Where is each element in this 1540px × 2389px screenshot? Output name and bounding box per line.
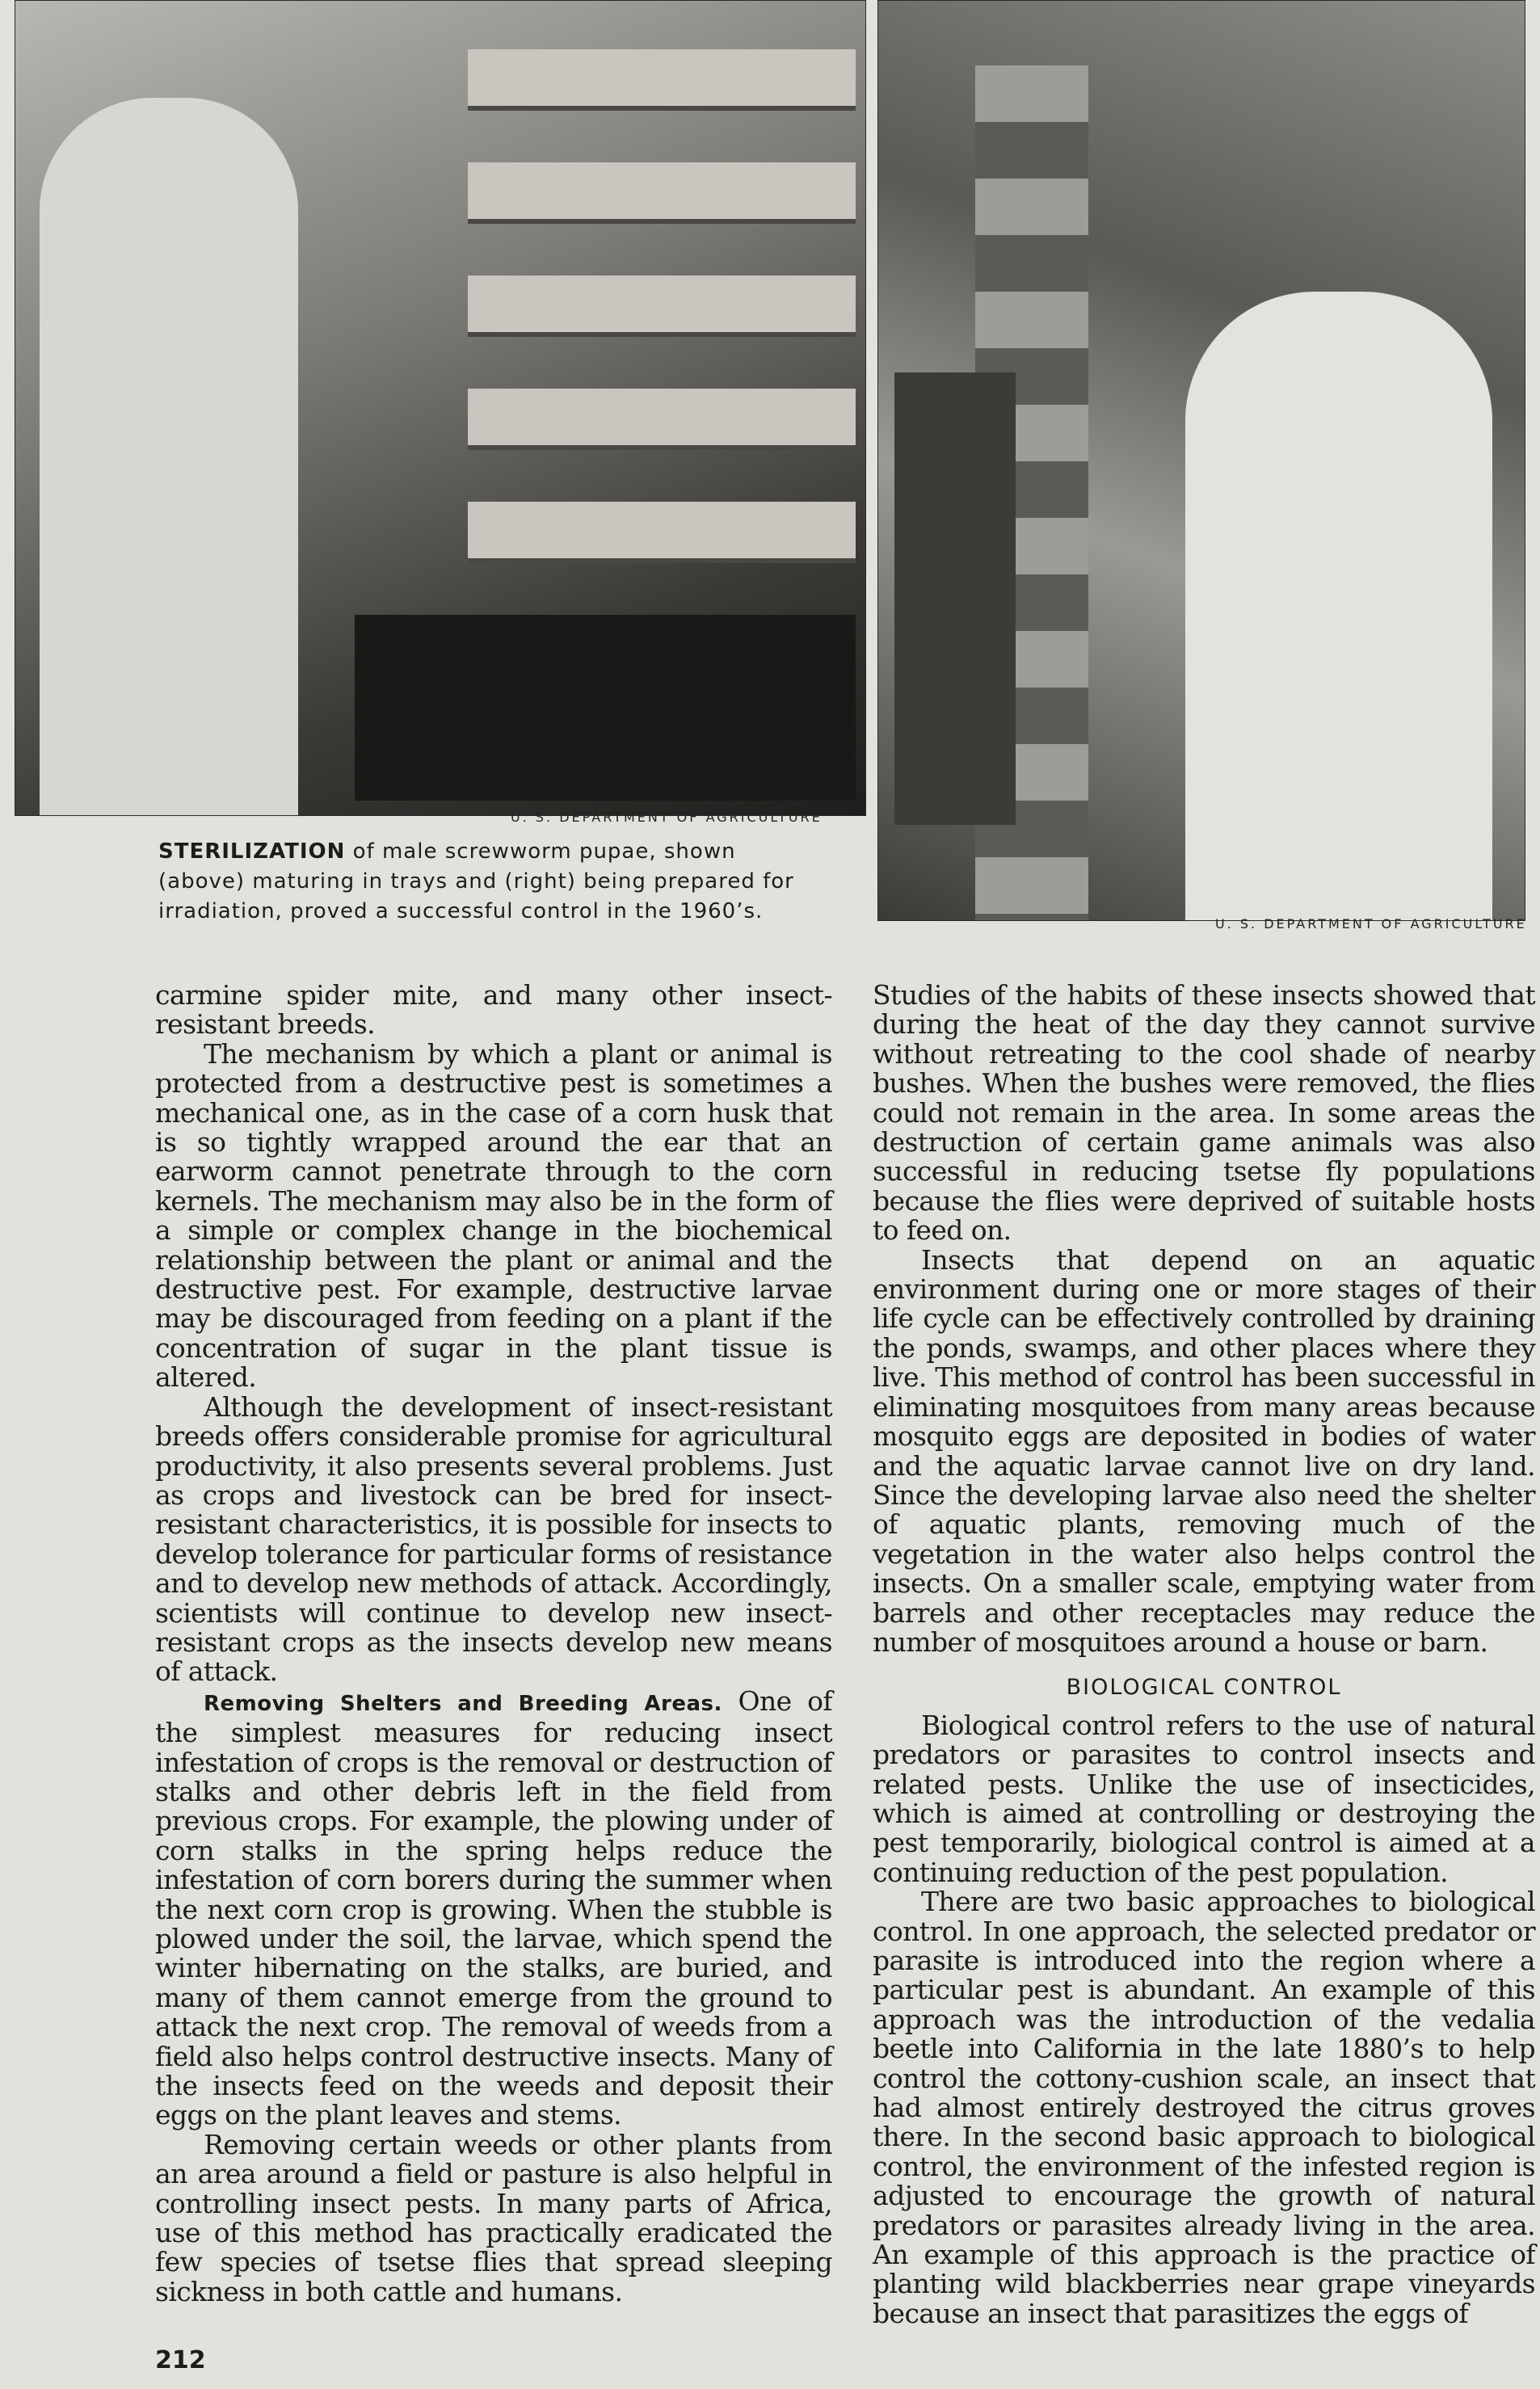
paragraph: Removing certain weeds or other plants from an area around a field or pasture is also helpful in controlling insect pests. In many parts of Africa, use of this method has practically eradicated the few species of tsetse flies that spread sleeping sickness in both cattle and humans. — [155, 2128, 832, 2307]
paragraph: Although the development of insect-resistant breeds offers considerable promise for agricultural productivity, it also presents several problems. Just as crops and livestock can be bred for insect-resistant characteristics, it is possible for insects to develop tolerance for particular forms of resistance and to develop new methods of attack. Accordingly, scientists will continue to develop new insect-resistant crops as the insects develop new means of attack. — [155, 1390, 832, 1688]
photo-credit-right: U. S. DEPARTMENT OF AGRICULTURE — [1215, 916, 1527, 932]
pupae-tray — [355, 615, 856, 801]
paragraph: The mechanism by which a plant or animal is protected from a destructive pest is sometimes a mechanical one, as in the case of a corn husk that is so tightly wrapped around the ear that an earworm cannot penetrate through to the corn kernels. The mechanism may also be in the form of a simple or complex change in the biochemical relationship between the plant or animal and the destructive pest. For example, destructive larvae may be discouraged from feeding on a plant if the concentration of sugar in the plant tissue is altered. — [155, 1037, 832, 1394]
paragraph: Insects that depend on an aquatic environment during one or more stages of their life cycle can be effectively controlled by draining the ponds, swamps, and other places where they live. This method of control has been successful in eliminating mosquitoes from many areas because mosquito eggs are deposited in bodies of water and the aquatic larvae cannot live on dry land. Since the developing larvae also need the shelter of aquatic plants, removing much of the vegetation in the water also helps control the insects. On a smaller scale, emptying water from barrels and other receptacles may reduce the number of mosquitoes around a house or barn. — [873, 1243, 1535, 1658]
paragraph-body: One of the simplest measures for reducing insect infestation of crops is the removal or destruction of stalks and other debris left in the field from previous crops. For example, the plowing under of corn stalks in the spring helps reduce the infestation of corn borers during the summer when the next corn crop is growing. When the stubble is plowed under the soil, the larvae, which spend the winter hibernating on the stalks, are buried, and many of them cannot emerge from the ground to attack the next crop. The removal of weeds from a field also helps control destructive insects. Many of the insects feed on the weeds and deposit their eggs on the plant leaves and stems. — [155, 1684, 832, 2131]
paragraph: Biological control refers to the use of natural predators or parasites to control insects and related pests. Unlike the use of insecticides, which is aimed at controlling or destroying the pest temporarily, biological control is aimed at a continuing reduction of the pest population. — [873, 1709, 1535, 1888]
page-number: 212 — [155, 2346, 206, 2374]
paragraph-shelters — [155, 1684, 832, 2131]
tray-shelf — [468, 49, 856, 111]
photo-irradiation — [877, 0, 1525, 921]
section-heading: BIOLOGICAL CONTROL — [1066, 1675, 1342, 1701]
control-panel — [894, 372, 1016, 825]
paragraph: carmine spider mite, and many other insect-resistant breeds. — [155, 979, 832, 1041]
photo-credit-left: U. S. DEPARTMENT OF AGRICULTURE — [511, 810, 823, 825]
left-column — [155, 981, 832, 2307]
tray-shelf — [468, 502, 856, 563]
runin-heading: Removing Shelters and Breeding Areas. — [204, 1691, 722, 1716]
worker-figure — [40, 98, 298, 815]
caption-lead: STERILIZATION — [158, 839, 346, 864]
right-column — [873, 981, 1535, 2328]
caption-text: of male screwworm pupae, shown (above) maturing in trays and (right) being prepared for irradiation, proved a successful control in the 1960’s. — [158, 839, 794, 923]
paragraph: Studies of the habits of these insects showed that during the heat of the day they cannot survive without retreating to the cool shade of nearby bushes. When the bushes were removed, the flies could not remain in the area. In some areas the destruction of certain game animals was also successful in reducing tsetse fly populations because the flies were deprived of suitable hosts to feed on. — [873, 979, 1535, 1247]
photo-caption — [158, 837, 827, 927]
tray-shelf — [468, 162, 856, 224]
paragraph: There are two basic approaches to biological control. In one approach, the selected predator or parasite is introduced into the region where a particular pest is abundant. An example of this approach was the introduction of the vedalia beetle into California in the late 1880’s to help control the cottony-cushion scale, an insect that had almost entirely destroyed the citrus groves there. In the second basic approach to biological control, the environment of the infested region is adjusted to encourage the growth of natural predators or parasites already living in the area. An example of this approach is the practice of planting wild blackberries near grape vineyards because an insect that parasitizes the eggs of — [873, 1886, 1535, 2329]
tray-shelf — [468, 275, 856, 337]
technician-figure — [1185, 292, 1492, 920]
photo-pupae-trays — [15, 0, 866, 816]
tray-shelf — [468, 389, 856, 450]
